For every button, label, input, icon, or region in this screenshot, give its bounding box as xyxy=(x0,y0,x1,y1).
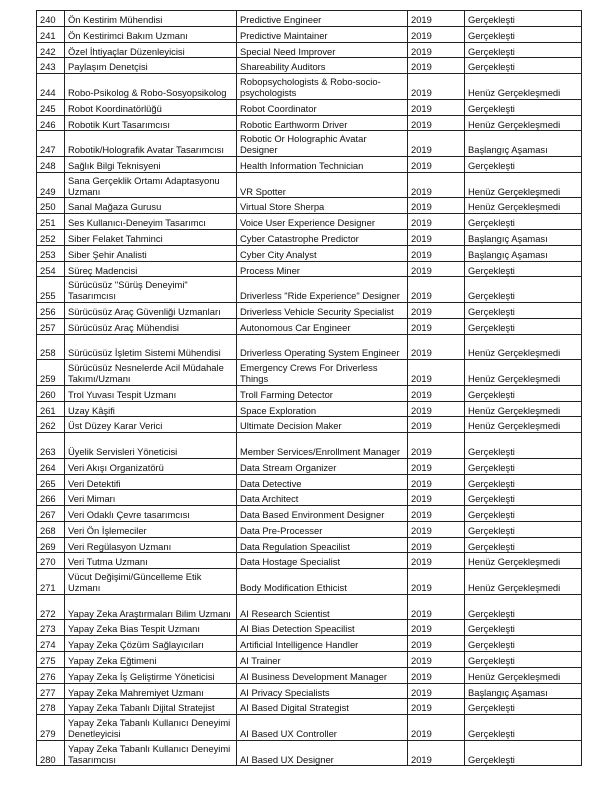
status-cell: Gerçekleşti xyxy=(465,594,582,620)
english-title-cell: Ultimate Decision Maker xyxy=(237,417,408,433)
turkish-title-cell: Veri Detektifi xyxy=(65,474,237,490)
year-cell: 2019 xyxy=(408,156,465,172)
table-row xyxy=(37,569,582,595)
year-cell: 2019 xyxy=(408,506,465,522)
turkish-title-cell: Ses Kullanıcı-Deneyim Tasarımcı xyxy=(65,214,237,230)
row-number-cell: 244 xyxy=(37,74,65,100)
year-cell: 2019 xyxy=(408,652,465,668)
year-cell: 2019 xyxy=(408,99,465,115)
turkish-title-cell: Sürücüsüz "Sürüş Deneyimi" Tasarımcısı xyxy=(65,277,237,303)
turkish-title-cell: Robotik Kurt Tasarımcısı xyxy=(65,115,237,131)
english-title-cell: Data Regulation Speacilist xyxy=(237,537,408,553)
table-row xyxy=(37,417,582,433)
turkish-title-cell: Veri Tutma Uzmanı xyxy=(65,553,237,569)
turkish-title-cell: Veri Akışı Organizatörü xyxy=(65,458,237,474)
table-row xyxy=(37,277,582,303)
row-number-cell: 240 xyxy=(37,11,65,27)
turkish-title-cell: Ön Kestirim Mühendisi xyxy=(65,11,237,27)
table-row xyxy=(37,302,582,318)
turkish-title-cell: Veri Regülasyon Uzmanı xyxy=(65,537,237,553)
table-row xyxy=(37,506,582,522)
turkish-title-cell: Yapay Zeka Tabanlı Dijital Stratejist xyxy=(65,699,237,715)
turkish-title-cell: Siber Şehir Analisti xyxy=(65,245,237,261)
turkish-title-cell: Yapay Zeka Araştırmaları Bilim Uzmanı xyxy=(65,594,237,620)
status-cell: Başlangıç Aşaması xyxy=(465,229,582,245)
table-row xyxy=(37,490,582,506)
table-row xyxy=(37,360,582,386)
year-cell: 2019 xyxy=(408,699,465,715)
row-number-cell: 252 xyxy=(37,229,65,245)
turkish-title-cell: Üyelik Servisleri Yöneticisi xyxy=(65,433,237,459)
english-title-cell: Driverless Operating System Engineer xyxy=(237,334,408,360)
year-cell: 2019 xyxy=(408,198,465,214)
row-number-cell: 243 xyxy=(37,58,65,74)
english-title-cell: Process Miner xyxy=(237,261,408,277)
row-number-cell: 254 xyxy=(37,261,65,277)
year-cell: 2019 xyxy=(408,569,465,595)
turkish-title-cell: Yapay Zeka Çözüm Sağlayıcıları xyxy=(65,636,237,652)
english-title-cell: Predictive Engineer xyxy=(237,11,408,27)
table-row xyxy=(37,594,582,620)
table-row xyxy=(37,474,582,490)
status-cell: Gerçekleşti xyxy=(465,385,582,401)
turkish-title-cell: Sürücüsüz İşletim Sistemi Mühendisi xyxy=(65,334,237,360)
row-number-cell: 249 xyxy=(37,172,65,198)
year-cell: 2019 xyxy=(408,11,465,27)
table-row xyxy=(37,74,582,100)
row-number-cell: 263 xyxy=(37,433,65,459)
row-number-cell: 256 xyxy=(37,302,65,318)
english-title-cell: AI Based UX Controller xyxy=(237,715,408,741)
english-title-cell: Special Need Improver xyxy=(237,42,408,58)
status-cell: Gerçekleşti xyxy=(465,740,582,766)
english-title-cell: AI Trainer xyxy=(237,652,408,668)
year-cell: 2019 xyxy=(408,74,465,100)
row-number-cell: 253 xyxy=(37,245,65,261)
row-number-cell: 248 xyxy=(37,156,65,172)
status-cell: Gerçekleşti xyxy=(465,26,582,42)
english-title-cell: AI Based Digital Strategist xyxy=(237,699,408,715)
table-row xyxy=(37,115,582,131)
turkish-title-cell: Paylaşım Denetçisi xyxy=(65,58,237,74)
turkish-title-cell: Yapay Zeka Tabanlı Kullanıcı Deneyimi Denetleyicisi xyxy=(65,715,237,741)
english-title-cell: Predictive Maintainer xyxy=(237,26,408,42)
table-row xyxy=(37,537,582,553)
english-title-cell: Cyber City Analyst xyxy=(237,245,408,261)
english-title-cell: Shareability Auditors xyxy=(237,58,408,74)
turkish-title-cell: Robot Koordinatörlüğü xyxy=(65,99,237,115)
english-title-cell: Data Pre-Processer xyxy=(237,521,408,537)
row-number-cell: 261 xyxy=(37,401,65,417)
table-row xyxy=(37,198,582,214)
year-cell: 2019 xyxy=(408,302,465,318)
table-row xyxy=(37,334,582,360)
status-cell: Başlangıç Aşaması xyxy=(465,245,582,261)
status-cell: Gerçekleşti xyxy=(465,214,582,230)
row-number-cell: 277 xyxy=(37,683,65,699)
year-cell: 2019 xyxy=(408,42,465,58)
status-cell: Gerçekleşti xyxy=(465,302,582,318)
year-cell: 2019 xyxy=(408,620,465,636)
year-cell: 2019 xyxy=(408,553,465,569)
status-cell: Gerçekleşti xyxy=(465,715,582,741)
english-title-cell: AI Bias Detection Speacilist xyxy=(237,620,408,636)
row-number-cell: 273 xyxy=(37,620,65,636)
english-title-cell: Troll Farming Detector xyxy=(237,385,408,401)
status-cell: Henüz Gerçekleşmedi xyxy=(465,417,582,433)
english-title-cell: Robot Coordinator xyxy=(237,99,408,115)
row-number-cell: 250 xyxy=(37,198,65,214)
turkish-title-cell: Sürücüsüz Araç Güvenliği Uzmanları xyxy=(65,302,237,318)
turkish-title-cell: Trol Yuvası Tespit Uzmanı xyxy=(65,385,237,401)
row-number-cell: 269 xyxy=(37,537,65,553)
table-row xyxy=(37,553,582,569)
table-row xyxy=(37,172,582,198)
year-cell: 2019 xyxy=(408,115,465,131)
row-number-cell: 271 xyxy=(37,569,65,595)
status-cell: Henüz Gerçekleşmedi xyxy=(465,553,582,569)
status-cell: Henüz Gerçekleşmedi xyxy=(465,74,582,100)
status-cell: Gerçekleşti xyxy=(465,537,582,553)
status-cell: Gerçekleşti xyxy=(465,433,582,459)
english-title-cell: Driverless Vehicle Security Specialist xyxy=(237,302,408,318)
status-cell: Henüz Gerçekleşmedi xyxy=(465,115,582,131)
turkish-title-cell: Ön Kestirimci Bakım Uzmanı xyxy=(65,26,237,42)
year-cell: 2019 xyxy=(408,636,465,652)
row-number-cell: 245 xyxy=(37,99,65,115)
turkish-title-cell: Vücut Değişimi/Güncelleme Etik Uzmanı xyxy=(65,569,237,595)
status-cell: Henüz Gerçekleşmedi xyxy=(465,569,582,595)
year-cell: 2019 xyxy=(408,474,465,490)
table-row xyxy=(37,740,582,766)
table-row xyxy=(37,620,582,636)
status-cell: Gerçekleşti xyxy=(465,261,582,277)
english-title-cell: Health Information Technician xyxy=(237,156,408,172)
table-row xyxy=(37,42,582,58)
status-cell: Gerçekleşti xyxy=(465,521,582,537)
row-number-cell: 265 xyxy=(37,474,65,490)
english-title-cell: VR Spotter xyxy=(237,172,408,198)
year-cell: 2019 xyxy=(408,245,465,261)
turkish-title-cell: Siber Felaket Tahminci xyxy=(65,229,237,245)
year-cell: 2019 xyxy=(408,318,465,334)
status-cell: Gerçekleşti xyxy=(465,99,582,115)
status-cell: Gerçekleşti xyxy=(465,42,582,58)
year-cell: 2019 xyxy=(408,385,465,401)
row-number-cell: 267 xyxy=(37,506,65,522)
turkish-title-cell: Sürücüsüz Nesnelerde Acil Müdahale Takımı/Uzmanı xyxy=(65,360,237,386)
turkish-title-cell: Uzay Kâşifi xyxy=(65,401,237,417)
english-title-cell: Data Architect xyxy=(237,490,408,506)
english-title-cell: Data Based Environment Designer xyxy=(237,506,408,522)
year-cell: 2019 xyxy=(408,537,465,553)
turkish-title-cell: Yapay Zeka Tabanlı Kullanıcı Deneyimi Tasarımcısı xyxy=(65,740,237,766)
english-title-cell: Member Services/Enrollment Manager xyxy=(237,433,408,459)
table-row xyxy=(37,652,582,668)
turkish-title-cell: Robotik/Holografik Avatar Tasarımcısı xyxy=(65,131,237,157)
row-number-cell: 255 xyxy=(37,277,65,303)
table-row xyxy=(37,385,582,401)
row-number-cell: 270 xyxy=(37,553,65,569)
year-cell: 2019 xyxy=(408,667,465,683)
turkish-title-cell: Veri Odaklı Çevre tasarımcısı xyxy=(65,506,237,522)
status-cell: Gerçekleşti xyxy=(465,490,582,506)
year-cell: 2019 xyxy=(408,401,465,417)
row-number-cell: 260 xyxy=(37,385,65,401)
status-cell: Henüz Gerçekleşmedi xyxy=(465,401,582,417)
year-cell: 2019 xyxy=(408,417,465,433)
turkish-title-cell: Özel İhtiyaçlar Düzenleyicisi xyxy=(65,42,237,58)
year-cell: 2019 xyxy=(408,490,465,506)
table-row xyxy=(37,318,582,334)
turkish-title-cell: Robo-Psikolog & Robo-Sosyopsikolog xyxy=(65,74,237,100)
year-cell: 2019 xyxy=(408,683,465,699)
status-cell: Gerçekleşti xyxy=(465,699,582,715)
status-cell: Gerçekleşti xyxy=(465,636,582,652)
table-row xyxy=(37,58,582,74)
table-row xyxy=(37,245,582,261)
table-row xyxy=(37,229,582,245)
status-cell: Henüz Gerçekleşmedi xyxy=(465,172,582,198)
row-number-cell: 258 xyxy=(37,334,65,360)
row-number-cell: 280 xyxy=(37,740,65,766)
status-cell: Gerçekleşti xyxy=(465,506,582,522)
row-number-cell: 242 xyxy=(37,42,65,58)
turkish-title-cell: Süreç Madencisi xyxy=(65,261,237,277)
status-cell: Gerçekleşti xyxy=(465,458,582,474)
year-cell: 2019 xyxy=(408,594,465,620)
table-row xyxy=(37,636,582,652)
row-number-cell: 264 xyxy=(37,458,65,474)
row-number-cell: 257 xyxy=(37,318,65,334)
row-number-cell: 251 xyxy=(37,214,65,230)
row-number-cell: 259 xyxy=(37,360,65,386)
turkish-title-cell: Sağlık Bilgi Teknisyeni xyxy=(65,156,237,172)
turkish-title-cell: Sanal Mağaza Gurusu xyxy=(65,198,237,214)
year-cell: 2019 xyxy=(408,433,465,459)
table-body xyxy=(37,11,582,766)
turkish-title-cell: Yapay Zeka Mahremiyet Uzmanı xyxy=(65,683,237,699)
status-cell: Gerçekleşti xyxy=(465,156,582,172)
english-title-cell: Cyber Catastrophe Predictor xyxy=(237,229,408,245)
status-cell: Gerçekleşti xyxy=(465,620,582,636)
year-cell: 2019 xyxy=(408,131,465,157)
row-number-cell: 246 xyxy=(37,115,65,131)
profession-table xyxy=(36,10,582,766)
row-number-cell: 247 xyxy=(37,131,65,157)
english-title-cell: AI Based UX Designer xyxy=(237,740,408,766)
year-cell: 2019 xyxy=(408,277,465,303)
english-title-cell: Emergency Crews For Driverless Things xyxy=(237,360,408,386)
turkish-title-cell: Sana Gerçeklik Ortamı Adaptasyonu Uzmanı xyxy=(65,172,237,198)
status-cell: Henüz Gerçekleşmedi xyxy=(465,334,582,360)
turkish-title-cell: Veri Mimarı xyxy=(65,490,237,506)
english-title-cell: Virtual Store Sherpa xyxy=(237,198,408,214)
english-title-cell: AI Privacy Specialists xyxy=(237,683,408,699)
english-title-cell: AI Business Development Manager xyxy=(237,667,408,683)
table-row xyxy=(37,715,582,741)
year-cell: 2019 xyxy=(408,229,465,245)
table-row xyxy=(37,433,582,459)
table-row xyxy=(37,131,582,157)
turkish-title-cell: Yapay Zeka İş Geliştirme Yöneticisi xyxy=(65,667,237,683)
english-title-cell: Artificial Intelligence Handler xyxy=(237,636,408,652)
english-title-cell: Robotic Or Holographic Avatar Designer xyxy=(237,131,408,157)
row-number-cell: 272 xyxy=(37,594,65,620)
status-cell: Gerçekleşti xyxy=(465,652,582,668)
table-row xyxy=(37,99,582,115)
table-row xyxy=(37,261,582,277)
turkish-title-cell: Üst Düzey Karar Verici xyxy=(65,417,237,433)
table-row xyxy=(37,699,582,715)
turkish-title-cell: Yapay Zeka Eğtimeni xyxy=(65,652,237,668)
english-title-cell: Data Hostage Specialist xyxy=(237,553,408,569)
english-title-cell: Voice User Experience Designer xyxy=(237,214,408,230)
status-cell: Başlangıç Aşaması xyxy=(465,131,582,157)
table-row xyxy=(37,11,582,27)
english-title-cell: Data Stream Organizer xyxy=(237,458,408,474)
year-cell: 2019 xyxy=(408,740,465,766)
table-row xyxy=(37,26,582,42)
row-number-cell: 276 xyxy=(37,667,65,683)
table-row xyxy=(37,401,582,417)
year-cell: 2019 xyxy=(408,458,465,474)
table-row xyxy=(37,458,582,474)
table-row xyxy=(37,683,582,699)
table-row xyxy=(37,521,582,537)
table-row xyxy=(37,214,582,230)
status-cell: Gerçekleşti xyxy=(465,277,582,303)
year-cell: 2019 xyxy=(408,521,465,537)
status-cell: Henüz Gerçekleşmedi xyxy=(465,198,582,214)
year-cell: 2019 xyxy=(408,172,465,198)
english-title-cell: Autonomous Car Engineer xyxy=(237,318,408,334)
english-title-cell: Body Modification Ethicist xyxy=(237,569,408,595)
status-cell: Gerçekleşti xyxy=(465,474,582,490)
english-title-cell: AI Research Scientist xyxy=(237,594,408,620)
year-cell: 2019 xyxy=(408,214,465,230)
year-cell: 2019 xyxy=(408,360,465,386)
year-cell: 2019 xyxy=(408,58,465,74)
year-cell: 2019 xyxy=(408,715,465,741)
year-cell: 2019 xyxy=(408,334,465,360)
status-cell: Gerçekleşti xyxy=(465,11,582,27)
english-title-cell: Robotic Earthworm Driver xyxy=(237,115,408,131)
row-number-cell: 274 xyxy=(37,636,65,652)
english-title-cell: Robopsychologists & Robo-socio-psychologists xyxy=(237,74,408,100)
status-cell: Henüz Gerçekleşmedi xyxy=(465,667,582,683)
row-number-cell: 275 xyxy=(37,652,65,668)
year-cell: 2019 xyxy=(408,26,465,42)
row-number-cell: 279 xyxy=(37,715,65,741)
year-cell: 2019 xyxy=(408,261,465,277)
status-cell: Başlangıç Aşaması xyxy=(465,683,582,699)
status-cell: Gerçekleşti xyxy=(465,58,582,74)
row-number-cell: 262 xyxy=(37,417,65,433)
table-row xyxy=(37,156,582,172)
turkish-title-cell: Yapay Zeka Bias Tespit Uzmanı xyxy=(65,620,237,636)
table-row xyxy=(37,667,582,683)
row-number-cell: 266 xyxy=(37,490,65,506)
status-cell: Gerçekleşti xyxy=(465,318,582,334)
turkish-title-cell: Veri Ön İşlemeciler xyxy=(65,521,237,537)
turkish-title-cell: Sürücüsüz Araç Mühendisi xyxy=(65,318,237,334)
english-title-cell: Space Exploration xyxy=(237,401,408,417)
english-title-cell: Data Detective xyxy=(237,474,408,490)
status-cell: Henüz Gerçekleşmedi xyxy=(465,360,582,386)
row-number-cell: 241 xyxy=(37,26,65,42)
english-title-cell: Driverless "Ride Experience" Designer xyxy=(237,277,408,303)
row-number-cell: 278 xyxy=(37,699,65,715)
row-number-cell: 268 xyxy=(37,521,65,537)
